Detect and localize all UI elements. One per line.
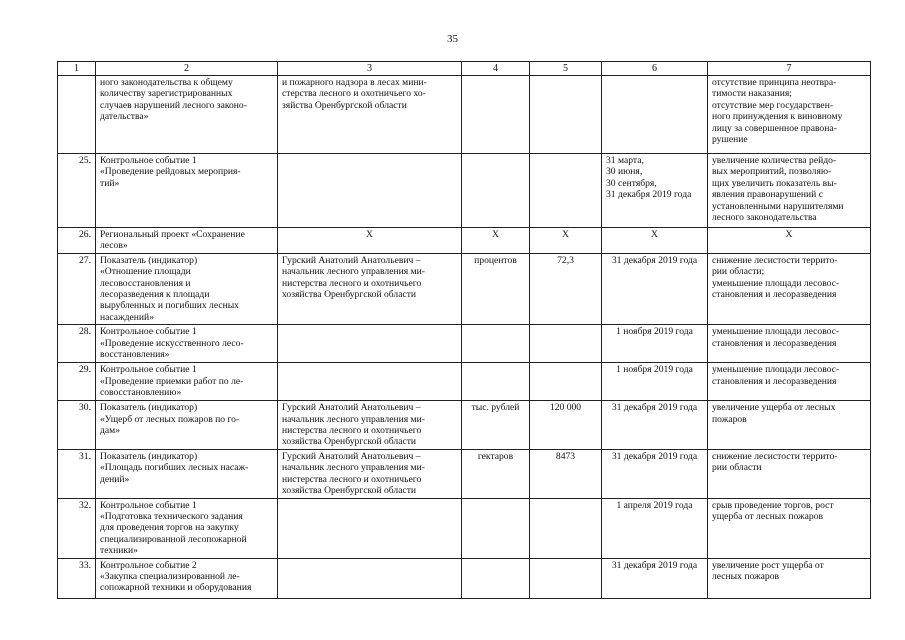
column-header: 5	[530, 62, 602, 76]
table-row	[58, 228, 871, 254]
risks-line: лесных пожаров	[712, 570, 780, 582]
row-number-cell: 32.	[58, 498, 96, 558]
risks-line: увеличение количества рейдо-	[712, 155, 837, 166]
risks-line: уменьшение площади лесовос-	[712, 277, 840, 289]
row-number-cell: 33.	[58, 558, 96, 598]
responsible-line: начальник лесного управления ми-	[282, 266, 425, 278]
responsible-cell	[278, 558, 462, 598]
name-line: Контрольное событие 2	[100, 559, 197, 571]
unit-cell	[462, 558, 530, 598]
risks-line: ного принуждения к виновному	[712, 111, 843, 123]
name-line: «Площадь погибших лесных насаж-	[100, 462, 249, 474]
name-line: «Ущерб от лесных пожаров по го-	[100, 413, 240, 425]
unit-cell	[462, 325, 530, 363]
name-line: специализированной лесопожарной	[100, 533, 247, 545]
name-line: насаждений»	[100, 311, 154, 323]
responsible-cell	[278, 154, 462, 228]
value-cell	[530, 498, 602, 558]
row-number-cell: 26.	[58, 228, 96, 254]
unit-cell	[462, 363, 530, 401]
risks-cell	[708, 363, 871, 401]
risks-line: X	[785, 229, 793, 240]
deadline-cell	[602, 401, 708, 450]
name-line: количеству зарегистрированных	[100, 88, 233, 100]
unit-cell	[462, 498, 530, 558]
name-line: Контрольное событие 1	[100, 364, 197, 376]
deadline-line: 30 сентября,	[606, 177, 657, 189]
deadline-cell	[602, 76, 708, 154]
column-header: 1	[58, 62, 96, 76]
name-line: для проведения торгов на закупку	[100, 522, 239, 534]
deadline-line: 31 декабря 2019 года	[611, 450, 698, 462]
risks-line: рии области;	[712, 266, 765, 278]
risks-line: становления и лесоразведения	[712, 289, 837, 301]
name-line: Показатель (индикатор)	[100, 402, 198, 414]
value-cell	[530, 558, 602, 598]
table-row	[58, 558, 871, 598]
risks-line: лесного законодательства	[712, 212, 817, 224]
deadline-line: 31 декабря 2019 года	[611, 559, 698, 571]
risks-cell	[708, 76, 871, 154]
risks-cell	[708, 498, 871, 558]
name-cell	[96, 498, 278, 558]
table-row	[58, 498, 871, 558]
name-line: совосстановлению»	[100, 387, 182, 399]
table-body	[58, 76, 871, 599]
responsible-line: Гурский Анатолий Анатольевич –	[282, 254, 421, 266]
risks-line: снижение лесистости террито-	[712, 450, 838, 462]
deadline-line: 31 декабря 2019 года	[611, 254, 698, 266]
name-line: «Проведение приемки работ по ле-	[100, 375, 244, 387]
table-row	[58, 154, 871, 228]
risks-line: увеличение рост ущерба от	[712, 559, 824, 571]
risks-cell	[708, 401, 871, 450]
name-line: ного законодательства к общему	[100, 77, 233, 88]
risks-cell	[708, 228, 871, 254]
risks-line: рушение	[712, 134, 748, 146]
unit-cell: тыс. рублей	[462, 401, 530, 450]
name-line: «Проведение рейдовых мероприя-	[100, 166, 241, 178]
risks-line: уменьшение площади лесовос-	[712, 364, 840, 376]
responsible-cell	[278, 498, 462, 558]
risks-cell	[708, 253, 871, 324]
responsible-cell	[278, 449, 462, 498]
deadline-line: 30 июня,	[606, 166, 643, 178]
name-line: Контрольное событие 1	[100, 499, 197, 511]
name-line: сопожарной техники и оборудования	[100, 582, 252, 594]
responsible-line: X	[366, 229, 373, 240]
risks-line: становления и лесоразведения	[712, 375, 837, 387]
column-header: 7	[708, 62, 871, 76]
column-header: 6	[602, 62, 708, 76]
row-number-cell	[58, 76, 96, 154]
name-line: «Закупка специализированной ле-	[100, 570, 240, 582]
deadline-line: 1 ноября 2019 года	[616, 326, 693, 338]
activities-table	[57, 61, 871, 599]
risks-line: вых мероприятий, позволяю-	[712, 166, 832, 178]
risks-line: щих увеличить показатель вы-	[712, 177, 837, 189]
unit-cell	[462, 76, 530, 154]
value-cell	[530, 363, 602, 401]
risks-line: снижение лесистости террито-	[712, 254, 838, 266]
column-header: 4	[462, 62, 530, 76]
risks-line: срыв проведение торгов, рост	[712, 499, 834, 511]
name-line: Контрольное событие 1	[100, 155, 197, 166]
name-cell	[96, 558, 278, 598]
deadline-line: 31 декабря 2019 года	[611, 402, 698, 414]
name-cell	[96, 253, 278, 324]
unit-cell: процентов	[462, 253, 530, 324]
name-line: Показатель (индикатор)	[100, 254, 198, 266]
value-cell: 72,3	[530, 253, 602, 324]
risks-line: ущерба от лесных пожаров	[712, 510, 824, 522]
risks-cell	[708, 558, 871, 598]
row-number-cell: 28.	[58, 325, 96, 363]
name-line: лесоразведения к площади	[100, 289, 210, 301]
column-number-header-row	[58, 62, 871, 76]
deadline-cell	[602, 154, 708, 228]
column-header: 2	[96, 62, 278, 76]
table-row	[58, 76, 871, 154]
risks-cell	[708, 325, 871, 363]
name-line: Региональный проект «Сохранение	[100, 229, 245, 240]
name-line: Контрольное событие 1	[100, 326, 197, 338]
row-number-cell: 27.	[58, 253, 96, 324]
name-cell	[96, 76, 278, 154]
value-cell: 120 000	[530, 401, 602, 450]
risks-cell	[708, 449, 871, 498]
column-header: 3	[278, 62, 462, 76]
deadline-line: 31 декабря 2019 года	[606, 189, 692, 201]
unit-cell	[462, 154, 530, 228]
name-line: «Отношение площади	[100, 266, 191, 278]
name-line: Показатель (индикатор)	[100, 450, 198, 462]
row-number-cell: 29.	[58, 363, 96, 401]
risks-cell	[708, 154, 871, 228]
responsible-line: стерства лесного и охотничьего хо-	[282, 88, 426, 100]
name-line: лесов»	[100, 240, 128, 252]
risks-line: тимости наказания;	[712, 88, 792, 100]
row-number-cell: 25.	[58, 154, 96, 228]
value-cell	[530, 154, 602, 228]
page-number: 35	[447, 33, 458, 45]
name-cell	[96, 401, 278, 450]
name-line: «Проведение искусственного лесо-	[100, 337, 244, 349]
deadline-cell	[602, 325, 708, 363]
responsible-cell	[278, 325, 462, 363]
name-line: техники»	[100, 545, 138, 557]
deadline-line: 1 апреля 2019 года	[616, 499, 693, 511]
name-line: дательства»	[100, 111, 149, 123]
value-cell: X	[530, 228, 602, 254]
risks-line: лицу за совершенное правона-	[712, 122, 837, 134]
row-number-cell: 31.	[58, 449, 96, 498]
responsible-line: и пожарного надзора в лесах мини-	[282, 77, 427, 88]
responsible-line: нистерства лесного и охотничьего	[282, 473, 422, 485]
table-row	[58, 363, 871, 401]
unit-cell: гектаров	[462, 449, 530, 498]
name-line: дам»	[100, 425, 121, 437]
responsible-cell	[278, 363, 462, 401]
risks-line: отсутствие принципа неотвра-	[712, 77, 837, 88]
responsible-line: хозяйства Оренбургской области	[282, 485, 417, 497]
risks-line: становления и лесоразведения	[712, 337, 837, 349]
risks-line: явления правонарушений с	[712, 189, 823, 201]
risks-line: рии области	[712, 462, 762, 474]
responsible-line: начальник лесного управления ми-	[282, 413, 425, 425]
responsible-line: зяйства Оренбургской области	[282, 99, 407, 111]
name-line: «Подготовка технического задания	[100, 510, 243, 522]
name-line: дений»	[100, 473, 130, 485]
deadline-line: 31 марта,	[606, 155, 644, 166]
unit-cell: X	[462, 228, 530, 254]
responsible-line: хозяйства Оренбургской области	[282, 289, 417, 301]
deadline-line: X	[651, 229, 658, 240]
value-cell	[530, 325, 602, 363]
value-cell: 8473	[530, 449, 602, 498]
risks-line: увеличение ущерба от лесных	[712, 402, 836, 414]
row-number-cell: 30.	[58, 401, 96, 450]
responsible-cell	[278, 228, 462, 254]
risks-line: уменьшение площади лесовос-	[712, 326, 840, 338]
table-row	[58, 401, 871, 450]
name-line: случаев нарушений лесного законо-	[100, 99, 247, 111]
responsible-line: хозяйства Оренбургской области	[282, 436, 417, 448]
risks-line: отсутствие мер государствен-	[712, 99, 834, 111]
name-cell	[96, 228, 278, 254]
deadline-cell	[602, 253, 708, 324]
responsible-cell	[278, 76, 462, 154]
name-line: тий»	[100, 177, 120, 189]
responsible-line: начальник лесного управления ми-	[282, 462, 425, 474]
name-cell	[96, 363, 278, 401]
deadline-cell	[602, 228, 708, 254]
name-line: восстановления»	[100, 349, 170, 361]
value-cell	[530, 76, 602, 154]
deadline-line: 1 ноября 2019 года	[616, 364, 693, 376]
responsible-cell	[278, 253, 462, 324]
table-row	[58, 325, 871, 363]
table-row	[58, 253, 871, 324]
deadline-cell	[602, 363, 708, 401]
responsible-line: Гурский Анатолий Анатольевич –	[282, 450, 421, 462]
responsible-line: нистерства лесного и охотничьего	[282, 425, 422, 437]
responsible-line: нистерства лесного и охотничьего	[282, 277, 422, 289]
deadline-cell	[602, 558, 708, 598]
table-row	[58, 449, 871, 498]
name-cell	[96, 154, 278, 228]
deadline-cell	[602, 498, 708, 558]
risks-line: установленными нарушителями	[712, 200, 844, 212]
name-cell	[96, 449, 278, 498]
responsible-cell	[278, 401, 462, 450]
deadline-cell	[602, 449, 708, 498]
name-cell	[96, 325, 278, 363]
risks-line: пожаров	[712, 413, 747, 425]
name-line: вырубленных и погибших лесных	[100, 300, 239, 312]
responsible-line: Гурский Анатолий Анатольевич –	[282, 402, 421, 414]
name-line: лесовосстановления и	[100, 277, 191, 289]
